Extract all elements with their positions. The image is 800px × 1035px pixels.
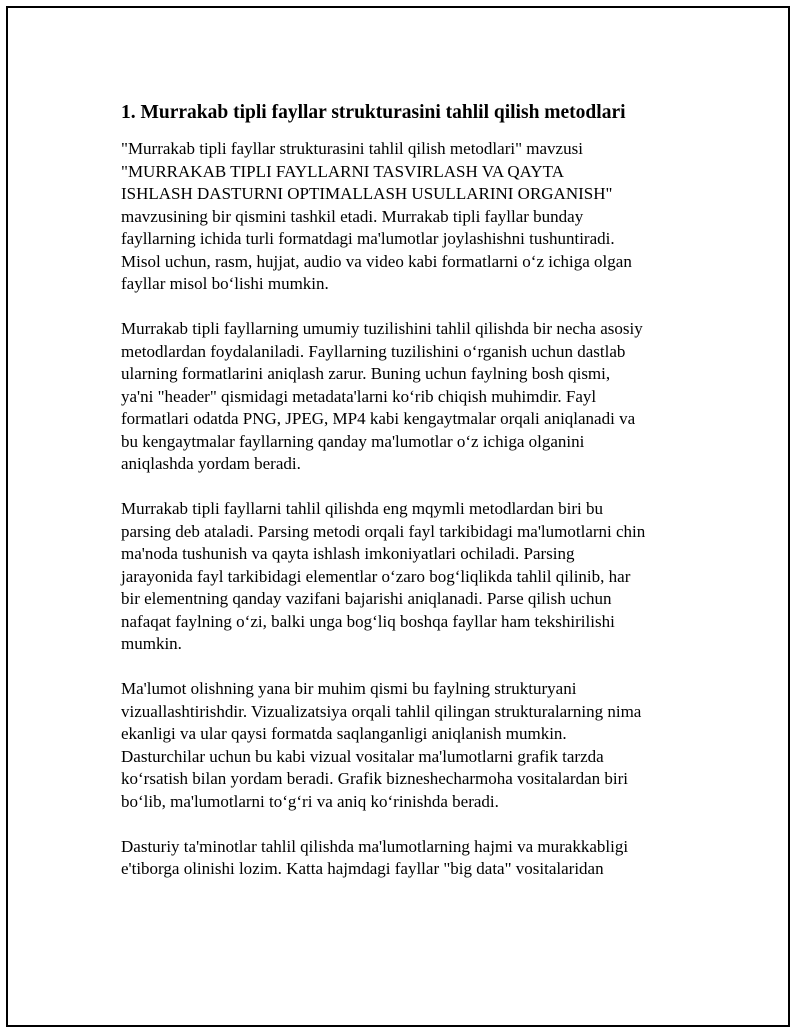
paragraph-5: [121, 836, 701, 881]
text-line: ko‘rsatish bilan yordam beradi. Grafik bizneshecharmoha vositalardan biri: [121, 769, 628, 788]
text-line: bu kengaytmalar fayllarning qanday ma'lumotlar o‘z ichiga olganini: [121, 431, 585, 451]
text-line: Murrakab tipli fayllarning umumiy tuzilishini tahlil qilishda bir necha asosiy: [121, 319, 643, 338]
page-frame: [6, 6, 790, 1027]
text-line: parsing deb ataladi. Parsing metodi orqali fayl tarkibidagi ma'lumotlarni chin: [121, 521, 646, 541]
paragraph-1: [121, 138, 701, 296]
text-line: "MURRAKAB TIPLI FAYLLARNI TASVIRLASH VA QAYTA: [121, 161, 564, 181]
text-line: nafaqat faylning o‘zi, balki unga bog‘liq boshqa fayllar ham tekshirilishi: [121, 611, 615, 631]
text-line: Murrakab tipli fayllarni tahlil qilishda eng mqymli metodlardan biri bu: [121, 499, 604, 518]
text-line: ISHLASH DASTURNI OPTIMALLASH USULLARINI ORGANISH": [121, 184, 613, 203]
text-line: metodlardan foydalaniladi. Fayllarning tuzilishini o‘rganish uchun dastlab: [121, 341, 626, 361]
text-line: e'tiborga olinishi lozim. Katta hajmdagi fayllar "big data" vositalaridan: [121, 859, 604, 878]
text-line: vizuallashtirishdir. Vizualizatsiya orqali tahlil qilingan strukturalarning nima: [121, 701, 642, 721]
text-line: aniqlashda yordam beradi.: [121, 454, 301, 473]
text-line: formatlari odatda PNG, JPEG, MP4 kabi kengaytmalar orqali aniqlanadi va: [121, 409, 636, 428]
text-line: ya'ni "header" qismidagi metadata'larni ko‘rib chiqish muhimdir. Fayl: [121, 386, 597, 406]
text-line: ularning formatlarini aniqlash zarur. Buning uchun faylning bosh qismi,: [121, 364, 611, 383]
text-line: bir elementning qanday vazifani bajarishi aniqlanadi. Parse qilish uchun: [121, 589, 612, 608]
text-line: ekanligi va ular qaysi formatda saqlanganligi aniqlanish mumkin.: [121, 724, 567, 743]
paragraph-3: [121, 498, 701, 656]
text-line: jarayonida fayl tarkibidagi elementlar o‘zaro bog‘liqlikda tahlil qilinib, har: [121, 566, 631, 586]
text-line: Misol uchun, rasm, hujjat, audio va video kabi formatlarni o‘z ichiga olgan: [121, 251, 632, 271]
text-line: ma'noda tushunish va qayta ishlash imkoniyatlari ochiladi. Parsing: [121, 544, 575, 563]
text-line: Dasturiy ta'minotlar tahlil qilishda ma'lumotlarning hajmi va murakkabligi: [121, 836, 629, 856]
text-line: fayllarning ichida turli formatdagi ma'lumotlar joylashishni tushuntiradi.: [121, 229, 615, 248]
paragraph-2: [121, 318, 701, 476]
text-line: bo‘lib, ma'lumotlarni to‘g‘ri va aniq ko‘rinishda beradi.: [121, 791, 499, 811]
text-line: Ma'lumot olishning yana bir muhim qismi bu faylning strukturyani: [121, 679, 577, 698]
text-line: "Murrakab tipli fayllar strukturasini tahlil qilish metodlari" mavzusi: [121, 139, 583, 158]
paragraph-4: [121, 678, 701, 813]
text-line: mavzusining bir qismini tashkil etadi. Murrakab tipli fayllar bunday: [121, 206, 584, 226]
text-line: fayllar misol bo‘lishi mumkin.: [121, 274, 329, 293]
document-body: [121, 98, 701, 903]
text-line: Dasturchilar uchun bu kabi vizual vositalar ma'lumotlarni grafik tarzda: [121, 746, 604, 766]
text-line: mumkin.: [121, 634, 182, 653]
section-heading: 1. Murrakab tipli fayllar strukturasini tahlil qilish metodlari: [121, 102, 626, 123]
